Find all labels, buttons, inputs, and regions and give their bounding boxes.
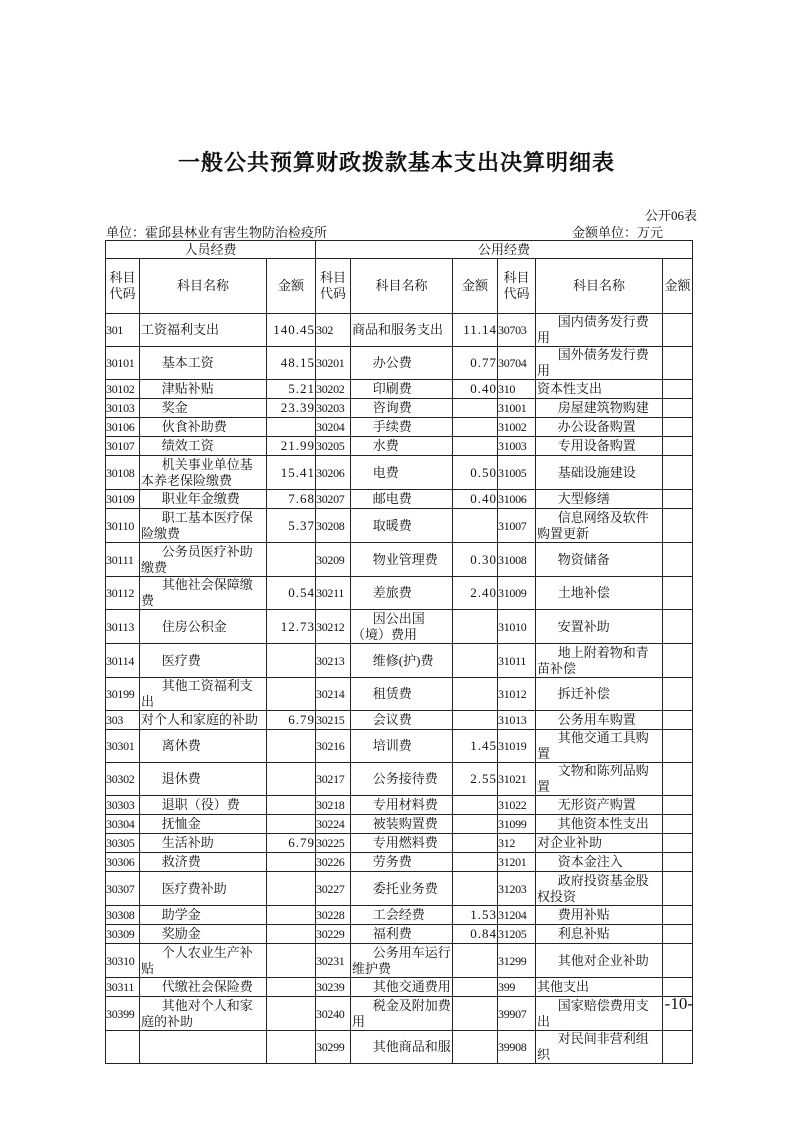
cell-code: 31001 <box>498 399 536 418</box>
table-row <box>106 347 693 380</box>
table-row <box>106 853 693 872</box>
cell-code: 30113 <box>106 610 140 644</box>
cell-code: 30305 <box>106 834 140 853</box>
cell-code: 30225 <box>316 834 351 853</box>
cell-name: 维修(护)费 <box>351 644 453 678</box>
cell-name: 伙食补助费 <box>140 418 267 437</box>
cell-code: 30107 <box>106 437 140 456</box>
cell-amount: 0.50 <box>453 456 498 490</box>
cell-name: 无形资产购置 <box>536 796 663 815</box>
cell-amount <box>453 815 498 834</box>
cell-code: 30240 <box>316 997 351 1031</box>
table-row <box>106 437 693 456</box>
cell-amount <box>453 437 498 456</box>
cell-name: 租赁费 <box>351 678 453 711</box>
group-header-personnel: 人员经费 <box>106 241 316 259</box>
cell-amount: 5.21 <box>267 380 316 399</box>
cell-amount <box>663 610 693 644</box>
cell-name: 专用燃料费 <box>351 834 453 853</box>
cell-amount <box>663 314 693 347</box>
cell-code: 31010 <box>498 610 536 644</box>
cell-amount: 0.40 <box>453 380 498 399</box>
cell-code: 30209 <box>316 543 351 577</box>
column-header-code: 科目代码 <box>498 259 536 314</box>
column-header-row <box>106 259 693 314</box>
cell-name: 劳务费 <box>351 853 453 872</box>
cell-amount: 0.40 <box>453 490 498 509</box>
cell-code: 39908 <box>498 1031 536 1064</box>
cell-code: 30213 <box>316 644 351 678</box>
table-row <box>106 978 693 997</box>
table-row <box>106 678 693 711</box>
table-row <box>106 380 693 399</box>
cell-code <box>106 1031 140 1064</box>
cell-name: 国家赔偿费用支出 <box>536 997 663 1031</box>
cell-amount <box>453 834 498 853</box>
cell-name: 其他支出 <box>536 978 663 997</box>
cell-code: 31022 <box>498 796 536 815</box>
cell-name: 退职（役）费 <box>140 796 267 815</box>
cell-code: 30208 <box>316 509 351 543</box>
cell-amount <box>453 1031 498 1064</box>
cell-amount <box>453 997 498 1031</box>
cell-amount: 1.45 <box>453 730 498 763</box>
cell-name: 咨询费 <box>351 399 453 418</box>
cell-amount <box>267 906 316 925</box>
cell-name: 专用设备购置 <box>536 437 663 456</box>
cell-name: 其他对个人和家庭的补助 <box>140 997 267 1031</box>
table-row <box>106 711 693 730</box>
cell-amount <box>453 418 498 437</box>
column-header-amount: 金额 <box>453 259 498 314</box>
cell-amount <box>453 872 498 906</box>
group-header-row <box>106 241 693 259</box>
cell-code: 30704 <box>498 347 536 380</box>
column-header-name: 科目名称 <box>351 259 453 314</box>
cell-code: 30224 <box>316 815 351 834</box>
table-number: 公开06表 <box>644 208 697 223</box>
cell-amount <box>267 997 316 1031</box>
cell-name: 地上附着物和青苗补偿 <box>536 644 663 678</box>
cell-amount: 140.45 <box>267 314 316 347</box>
cell-code: 399 <box>498 978 536 997</box>
cell-name: 其他交通费用 <box>351 978 453 997</box>
table-row <box>106 1031 693 1064</box>
cell-amount <box>663 347 693 380</box>
cell-amount: 21.99 <box>267 437 316 456</box>
cell-name: 职业年金缴费 <box>140 490 267 509</box>
cell-name: 工会经费 <box>351 906 453 925</box>
cell-name: 差旅费 <box>351 577 453 610</box>
cell-amount <box>663 1031 693 1064</box>
cell-name: 专用材料费 <box>351 796 453 815</box>
cell-amount: 1.53 <box>453 906 498 925</box>
cell-code: 303 <box>106 711 140 730</box>
cell-amount <box>267 944 316 978</box>
cell-code: 30207 <box>316 490 351 509</box>
cell-code: 30703 <box>498 314 536 347</box>
table-row <box>106 418 693 437</box>
cell-name: 公务用车运行维护费 <box>352 944 451 976</box>
table-row <box>106 314 693 347</box>
cell-amount: 2.40 <box>453 577 498 610</box>
cell-amount <box>267 730 316 763</box>
cell-amount <box>663 456 693 490</box>
cell-amount: 7.68 <box>267 490 316 509</box>
table-row <box>106 490 693 509</box>
cell-code: 30205 <box>316 437 351 456</box>
cell-amount <box>663 678 693 711</box>
cell-name: 津贴补贴 <box>140 380 267 399</box>
cell-name: 国外债务发行费用 <box>536 347 663 380</box>
cell-name: 代缴社会保险费 <box>140 978 267 997</box>
cell-name: 安置补助 <box>536 610 663 644</box>
cell-amount <box>267 978 316 997</box>
cell-amount: 11.14 <box>453 314 498 347</box>
table-row <box>106 815 693 834</box>
cell-code: 31002 <box>498 418 536 437</box>
table-row <box>106 944 693 978</box>
cell-code: 30308 <box>106 906 140 925</box>
cell-code: 31205 <box>498 925 536 944</box>
cell-name: 房屋建筑物购建 <box>536 399 663 418</box>
cell-amount <box>453 978 498 997</box>
cell-name: 医疗费补助 <box>140 872 267 906</box>
cell-amount <box>663 418 693 437</box>
column-header-amount: 金额 <box>267 259 316 314</box>
cell-code: 30114 <box>106 644 140 678</box>
cell-name: 对民间非营利组织 <box>536 1031 663 1064</box>
cell-amount <box>453 944 498 978</box>
cell-code: 310 <box>498 380 536 399</box>
cell-name: 其他交通工具购置 <box>536 730 663 763</box>
cell-name: 其他资本性支出 <box>536 815 663 834</box>
cell-code: 30201 <box>316 347 351 380</box>
cell-amount <box>663 796 693 815</box>
cell-code: 30299 <box>316 1031 351 1064</box>
cell-name: 基本工资 <box>140 347 267 380</box>
cell-name: 电费 <box>351 456 453 490</box>
cell-code: 30110 <box>106 509 140 543</box>
cell-name: 利息补贴 <box>536 925 663 944</box>
cell-code: 30102 <box>106 380 140 399</box>
cell-amount <box>663 872 693 906</box>
cell-amount <box>663 834 693 853</box>
cell-amount <box>663 509 693 543</box>
cell-name: 政府投资基金股权投资 <box>536 872 663 906</box>
cell-name: 国内债务发行费用 <box>536 314 663 347</box>
table-row <box>106 577 693 610</box>
cell-code: 30101 <box>106 347 140 380</box>
table-row <box>106 796 693 815</box>
cell-amount: 23.39 <box>267 399 316 418</box>
cell-amount <box>453 853 498 872</box>
cell-name: 资本性支出 <box>536 380 663 399</box>
page-title: 一般公共预算财政拨款基本支出决算明细表 <box>177 150 615 175</box>
cell-amount: 0.77 <box>453 347 498 380</box>
cell-name: 奖金 <box>140 399 267 418</box>
reporting-unit: 单位：霍邱县林业有害生物防治检疫所 <box>106 225 328 240</box>
page-number: -10- <box>664 994 693 1013</box>
cell-code: 312 <box>498 834 536 853</box>
cell-amount <box>663 853 693 872</box>
cell-amount <box>453 399 498 418</box>
cell-name: 抚恤金 <box>140 815 267 834</box>
cell-amount <box>453 711 498 730</box>
cell-code: 31021 <box>498 763 536 796</box>
cell-code: 30301 <box>106 730 140 763</box>
cell-amount <box>663 399 693 418</box>
cell-amount <box>267 872 316 906</box>
cell-code: 30310 <box>106 944 140 978</box>
cell-name: 委托业务费 <box>351 872 453 906</box>
cell-amount <box>453 509 498 543</box>
cell-code: 30215 <box>316 711 351 730</box>
table-row <box>106 925 693 944</box>
cell-code: 30229 <box>316 925 351 944</box>
table-row <box>106 834 693 853</box>
cell-code: 301 <box>106 314 140 347</box>
cell-name: 手续费 <box>351 418 453 437</box>
cell-code: 30218 <box>316 796 351 815</box>
cell-name: 文物和陈列品购置 <box>536 763 663 796</box>
cell-code: 30202 <box>316 380 351 399</box>
cell-amount <box>267 1031 316 1064</box>
cell-code: 30239 <box>316 978 351 997</box>
column-header-code: 科目代码 <box>316 259 351 314</box>
cell-name: 水费 <box>351 437 453 456</box>
cell-amount <box>663 763 693 796</box>
cell-amount: 2.55 <box>453 763 498 796</box>
cell-name: 住房公积金 <box>140 610 267 644</box>
cell-name: 退休费 <box>140 763 267 796</box>
cell-amount <box>267 543 316 577</box>
cell-name: 救济费 <box>140 853 267 872</box>
cell-code: 30307 <box>106 872 140 906</box>
cell-amount <box>453 796 498 815</box>
cell-name: 职工基本医疗保险缴费 <box>140 509 267 543</box>
cell-name: 离休费 <box>140 730 267 763</box>
cell-code: 31013 <box>498 711 536 730</box>
cell-code: 30303 <box>106 796 140 815</box>
cell-code: 30203 <box>316 399 351 418</box>
cell-code: 30217 <box>316 763 351 796</box>
cell-amount: 0.84 <box>453 925 498 944</box>
cell-amount <box>453 644 498 678</box>
cell-name: 医疗费 <box>140 644 267 678</box>
cell-name: 大型修缮 <box>536 490 663 509</box>
table-row <box>106 399 693 418</box>
cell-amount <box>663 437 693 456</box>
table-row <box>106 763 693 796</box>
cell-code: 30231 <box>316 944 351 978</box>
cell-amount <box>663 644 693 678</box>
cell-amount: 0.30 <box>453 543 498 577</box>
cell-name: 土地补偿 <box>536 577 663 610</box>
cell-amount <box>267 644 316 678</box>
cell-code: 30108 <box>106 456 140 490</box>
cell-code: 30302 <box>106 763 140 796</box>
cell-amount <box>267 853 316 872</box>
cell-name: 费用补贴 <box>536 906 663 925</box>
cell-code: 31012 <box>498 678 536 711</box>
table-row <box>106 872 693 906</box>
cell-name: 办公设备购置 <box>536 418 663 437</box>
cell-name: 邮电费 <box>351 490 453 509</box>
cell-amount <box>663 543 693 577</box>
cell-amount <box>453 678 498 711</box>
cell-name: 物业管理费 <box>351 543 453 577</box>
column-header-amount: 金额 <box>663 259 693 314</box>
column-header-name: 科目名称 <box>140 259 267 314</box>
cell-code: 31009 <box>498 577 536 610</box>
cell-name: 奖励金 <box>140 925 267 944</box>
cell-amount <box>663 577 693 610</box>
table-row <box>106 644 693 678</box>
cell-code: 30106 <box>106 418 140 437</box>
cell-code: 30226 <box>316 853 351 872</box>
cell-code: 30199 <box>106 678 140 711</box>
cell-name: 其他对企业补助 <box>536 944 663 978</box>
cell-name: 因公出国（境）费用 <box>351 610 453 644</box>
cell-name: 税金及附加费用 <box>352 997 451 1029</box>
cell-name: 生活补助 <box>140 834 267 853</box>
cell-amount: 6.79 <box>267 834 316 853</box>
cell-amount: 6.79 <box>267 711 316 730</box>
cell-amount <box>663 925 693 944</box>
cell-name: 拆迁补偿 <box>536 678 663 711</box>
cell-name: 印刷费 <box>351 380 453 399</box>
cell-code: 31007 <box>498 509 536 543</box>
cell-name: 取暖费 <box>351 509 453 543</box>
cell-amount <box>267 815 316 834</box>
cell-name: 绩效工资 <box>140 437 267 456</box>
table-row <box>106 509 693 543</box>
cell-amount <box>663 711 693 730</box>
cell-amount <box>663 380 693 399</box>
cell-code: 30311 <box>106 978 140 997</box>
table-row <box>106 456 693 490</box>
cell-amount <box>453 610 498 644</box>
cell-name: 福利费 <box>351 925 453 944</box>
cell-code: 31005 <box>498 456 536 490</box>
cell-name: 会议费 <box>351 711 453 730</box>
cell-code: 39907 <box>498 997 536 1031</box>
cell-name: 工资福利支出 <box>140 314 267 347</box>
cell-code: 30206 <box>316 456 351 490</box>
cell-code: 31203 <box>498 872 536 906</box>
table-row <box>106 610 693 644</box>
cell-code: 31008 <box>498 543 536 577</box>
column-header-code: 科目代码 <box>106 259 140 314</box>
cell-name: 培训费 <box>351 730 453 763</box>
cell-code: 30304 <box>106 815 140 834</box>
cell-amount <box>267 763 316 796</box>
cell-code: 30211 <box>316 577 351 610</box>
cell-code: 31011 <box>498 644 536 678</box>
cell-code: 30204 <box>316 418 351 437</box>
cell-name: 信息网络及软件购置更新 <box>536 509 663 543</box>
cell-amount <box>663 815 693 834</box>
cell-name: 商品和服务支出 <box>351 314 453 347</box>
cell-amount: 0.54 <box>267 577 316 610</box>
cell-name: 办公费 <box>351 347 453 380</box>
cell-code: 30214 <box>316 678 351 711</box>
cell-name: 其他社会保障缴费 <box>140 577 267 610</box>
cell-name: 基础设施建设 <box>536 456 663 490</box>
table-row <box>106 906 693 925</box>
cell-name: 其他工资福利支出 <box>140 678 267 711</box>
cell-name: 物资储备 <box>536 543 663 577</box>
cell-name: 其他商品和服 <box>351 1031 453 1064</box>
money-unit: 金额单位：万元 <box>571 225 663 240</box>
table-row <box>106 730 693 763</box>
cell-code: 30306 <box>106 853 140 872</box>
cell-name: 个人农业生产补贴 <box>140 944 267 978</box>
cell-name <box>140 1031 267 1064</box>
cell-name: 公务接待费 <box>351 763 453 796</box>
cell-code: 30399 <box>106 997 140 1031</box>
table-row <box>106 543 693 577</box>
cell-amount <box>663 944 693 978</box>
cell-code: 31006 <box>498 490 536 509</box>
cell-code: 31019 <box>498 730 536 763</box>
cell-amount <box>267 418 316 437</box>
cell-code: 30227 <box>316 872 351 906</box>
table-row <box>106 997 693 1031</box>
cell-name: 助学金 <box>140 906 267 925</box>
cell-amount <box>663 490 693 509</box>
cell-code: 30103 <box>106 399 140 418</box>
cell-code: 30112 <box>106 577 140 610</box>
cell-amount: 48.15 <box>267 347 316 380</box>
cell-code: 30228 <box>316 906 351 925</box>
cell-amount: 12.73 <box>267 610 316 644</box>
cell-name: 机关事业单位基本养老保险缴费 <box>140 456 267 490</box>
cell-amount: 15.41 <box>267 456 316 490</box>
cell-name: 被装购置费 <box>351 815 453 834</box>
cell-amount <box>267 678 316 711</box>
cell-code: 31099 <box>498 815 536 834</box>
cell-name: 对个人和家庭的补助 <box>140 711 267 730</box>
cell-name: 公务员医疗补助缴费 <box>140 543 267 577</box>
cell-code: 30309 <box>106 925 140 944</box>
cell-name: 资本金注入 <box>536 853 663 872</box>
cell-code: 31201 <box>498 853 536 872</box>
cell-amount <box>267 796 316 815</box>
cell-name: 公务用车购置 <box>536 711 663 730</box>
cell-code: 30216 <box>316 730 351 763</box>
cell-code: 30111 <box>106 543 140 577</box>
cell-amount <box>663 906 693 925</box>
group-header-public: 公用经费 <box>316 241 693 259</box>
cell-amount <box>267 925 316 944</box>
cell-amount: 5.37 <box>267 509 316 543</box>
column-header-name: 科目名称 <box>536 259 663 314</box>
cell-name: 对企业补助 <box>536 834 663 853</box>
cell-code: 31003 <box>498 437 536 456</box>
cell-code: 302 <box>316 314 351 347</box>
cell-code: 30109 <box>106 490 140 509</box>
cell-code: 31299 <box>498 944 536 978</box>
expenditure-table <box>105 240 693 1064</box>
cell-amount <box>663 730 693 763</box>
cell-code: 31204 <box>498 906 536 925</box>
cell-code: 30212 <box>316 610 351 644</box>
